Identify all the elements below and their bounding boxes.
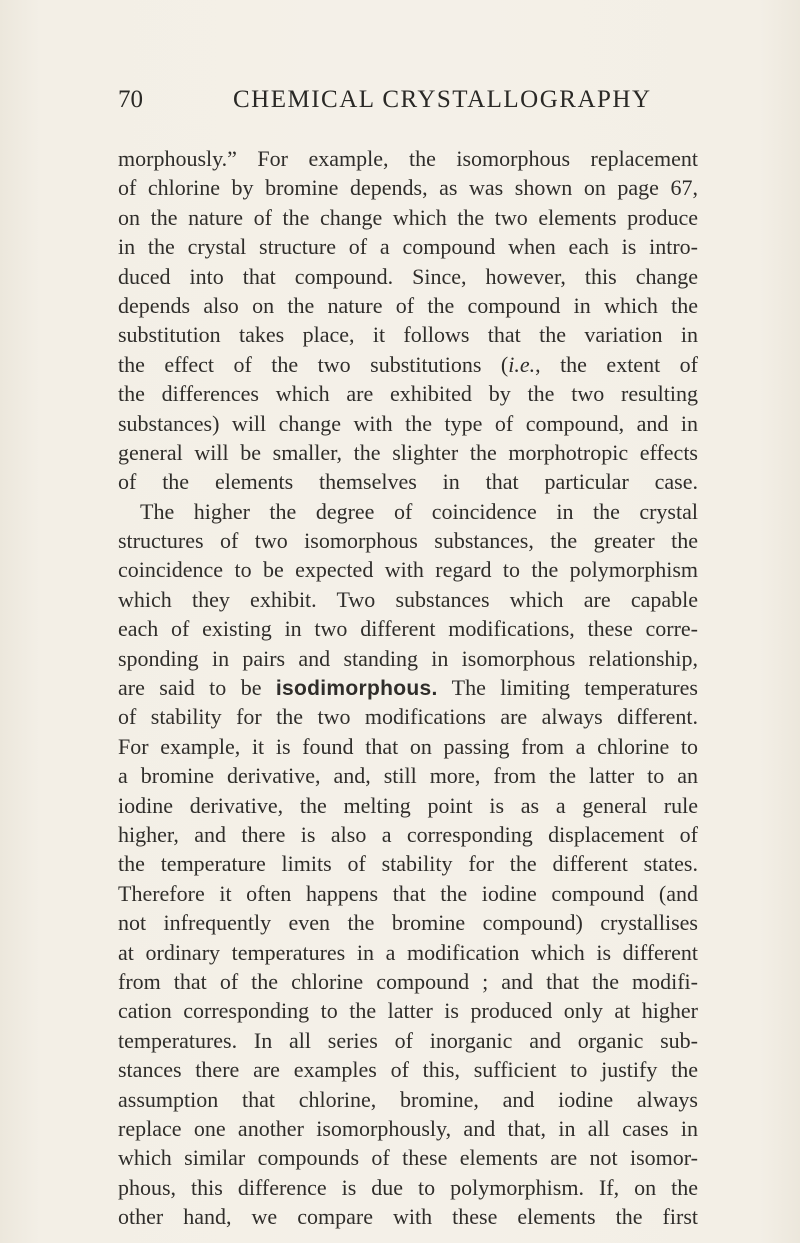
text-line-end: , the extent of [535, 351, 698, 377]
text-line: which similar compounds of these elements are not isomor- [118, 1145, 698, 1171]
text-line: a bromine derivative, and, still more, from the latter to an [118, 763, 698, 789]
defined-term: isodimorphous. [275, 677, 438, 701]
text-line: sponding in pairs and standing in isomorphous relationship, [118, 645, 698, 671]
text-line: stances there are examples of this, sufficient to justify the [118, 1057, 698, 1083]
text-line: not infrequently even the bromine compound) crystallises [118, 910, 698, 936]
running-title: CHEMICAL CRYSTALLOGRAPHY [233, 86, 652, 113]
text-line: substitution takes place, it follows that the variation in [118, 322, 698, 348]
text-line: coincidence to be expected with regard to the polymorphism [118, 557, 698, 583]
text-line: The higher the degree of coincidence in the crystal [140, 498, 698, 524]
text-line [118, 467, 698, 496]
text-line: on the nature of the change which the two elements produce [118, 204, 698, 230]
text-line-end: The limiting temperatures [437, 675, 698, 701]
body-text [118, 144, 698, 1231]
text-line-start: the effect of the two substitutions ( [118, 351, 509, 377]
text-line: higher, and there is also a corresponding displacement of [118, 821, 698, 847]
text-line: replace one another isomorphously, and that, in all cases in [118, 1115, 698, 1141]
text-line: duced into that compound. Since, however, this change [118, 263, 698, 289]
text-line: morphously.” For example, the isomorphous replacement [118, 146, 698, 171]
text-line: of stability for the two modifications are always different. [118, 704, 698, 730]
text-line: at ordinary temperatures in a modification which is different [118, 939, 698, 965]
text-line: structures of two isomorphous substances, the greater the [118, 528, 698, 554]
text-line: depends also on the nature of the compound in which the [118, 292, 698, 318]
text-line: substances) will change with the type of compound, and in [118, 410, 698, 436]
text-line: each of existing in two different modifications, these corre- [118, 616, 698, 642]
text-line: the temperature limits of stability for the different states. [118, 851, 698, 877]
text-line [118, 350, 698, 379]
text-line: iodine derivative, the melting point is as a general rule [118, 792, 698, 818]
text-line: phous, this difference is due to polymorphism. If, on the [118, 1174, 698, 1200]
text-line: the differences which are exhibited by the two resulting [118, 381, 698, 407]
italic-abbreviation: i.e. [508, 351, 536, 377]
text-line-start: are said to be [118, 675, 276, 701]
page-header [118, 83, 698, 117]
text-line: of chlorine by bromine depends, as was shown on page 67, [118, 175, 698, 201]
text-line: cation corresponding to the latter is produced only at higher [118, 998, 698, 1024]
text-line: general will be smaller, the slighter the morphotropic effects [118, 439, 698, 465]
text-line: temperatures. In all series of inorganic and organic sub- [118, 1027, 698, 1053]
text-line: other hand, we compare with these elements the first [118, 1204, 698, 1230]
text-line: which they exhibit. Two substances which are capable [118, 586, 698, 612]
text-line: in the crystal structure of a compound when each is intro- [118, 234, 698, 260]
text-line [118, 673, 698, 702]
page-number: 70 [118, 86, 143, 113]
text-line: Therefore it often happens that the iodine compound (and [118, 880, 698, 906]
paragraph-end: of the elements themselves in that particular case. [118, 469, 698, 495]
text-line: assumption that chlorine, bromine, and iodine always [118, 1086, 698, 1112]
text-line: For example, it is found that on passing from a chlorine to [118, 733, 698, 759]
text-line: from that of the chlorine compound ; and that the modifi- [118, 968, 698, 994]
